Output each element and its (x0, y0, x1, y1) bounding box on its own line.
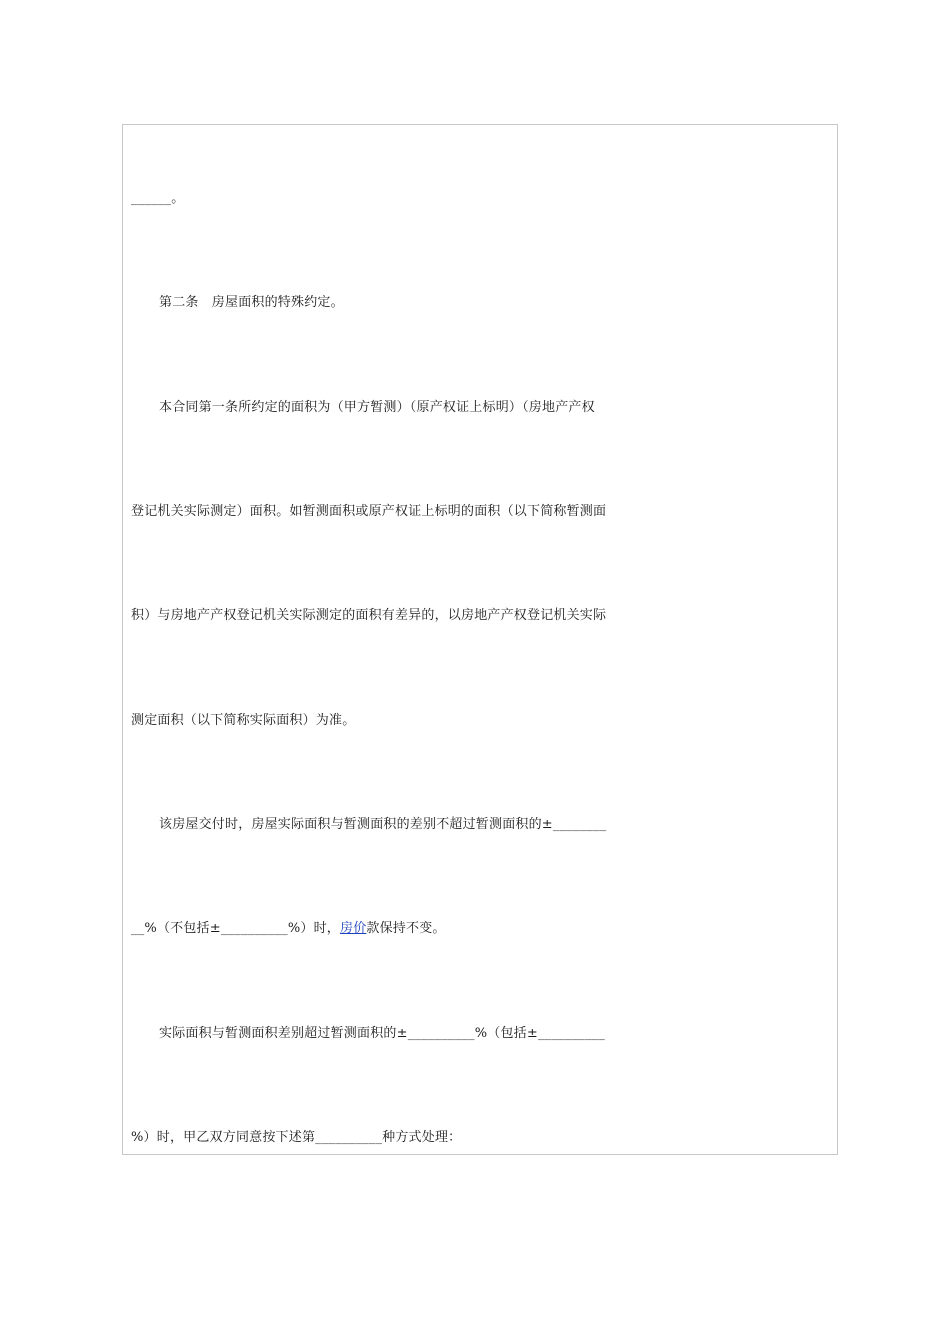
text-line-7: 该房屋交付时，房屋实际面积与暂测面积的差别不超过暂测面积的±________ (159, 817, 607, 832)
house-price-link[interactable]: 房价 (340, 921, 367, 936)
text-line-8-pre: __%（不包括±__________%）时， (131, 921, 340, 936)
text-line-9: 实际面积与暂测面积差别超过暂测面积的±__________%（包括±__________ (159, 1026, 605, 1041)
text-line-6: 测定面积（以下简称实际面积）为准。 (131, 713, 356, 728)
article-heading: 第二条 房屋面积的特殊约定。 (159, 295, 344, 310)
text-line-10: %）时，甲乙双方同意按下述第__________种方式处理： (131, 1130, 462, 1145)
text-line-4: 登记机关实际测定）面积。如暂测面积或原产权证上标明的面积（以下简称暂测面 (131, 504, 607, 519)
text-line-3: 本合同第一条所约定的面积为（甲方暂测）（原产权证上标明）（房地产产权 (159, 400, 595, 415)
text-line-5: 积）与房地产产权登记机关实际测定的面积有差异的，以房地产产权登记机关实际 (131, 608, 607, 623)
content-frame (122, 124, 838, 1155)
text-line-8-post: 款保持不变。 (366, 921, 446, 936)
text-line-8 (131, 921, 446, 937)
text-line-1: ______。 (131, 191, 185, 206)
